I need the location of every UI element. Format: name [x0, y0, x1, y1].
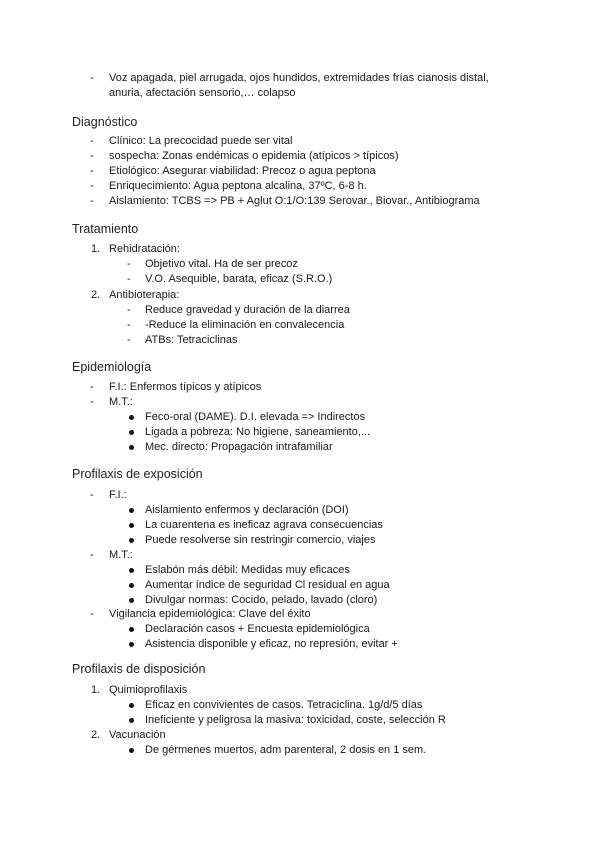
- list-marker: -: [90, 381, 94, 393]
- bullet-icon: [129, 538, 134, 543]
- bullet-icon: [129, 583, 134, 588]
- sub-item: Objetivo vital. Ha de ser precoz: [145, 258, 298, 270]
- list-number: 2.: [91, 289, 101, 301]
- bullet-icon: [129, 523, 134, 528]
- sub-item: Aumentar índice de seguridad Cl residual en agua: [145, 579, 390, 591]
- list-item: Enriquecimiento: Agua peptona alcalina, 37ºC, 6-8 h.: [109, 180, 367, 192]
- list-marker: -: [127, 273, 131, 285]
- list-marker: -: [90, 135, 94, 147]
- sub-item: Ineficiente y peligrosa la masiva: toxicidad, coste, selección R: [145, 714, 446, 726]
- list-marker: -: [127, 334, 131, 346]
- bullet-icon: [129, 598, 134, 603]
- list-item: F.I.: Enfermos típicos y atípicos: [109, 381, 262, 393]
- bullet-icon: [129, 718, 134, 723]
- sub-item: Ligada a pobreza: No higiene, saneamiento,...: [145, 426, 371, 438]
- list-item: Quimioprofilaxis: [109, 684, 188, 696]
- list-item: Etiológico: Asegurar viabilidad: Precoz o agua peptona: [109, 165, 376, 177]
- bullet-icon: [129, 445, 134, 450]
- sub-item: V.O. Asequible, barata, eficaz (S.R.O.): [145, 273, 333, 285]
- sub-item: Feco-oral (DAME). D.I. elevada => Indirectos: [145, 411, 366, 423]
- list-marker: -: [90, 150, 94, 162]
- list-item: F.I.:: [109, 489, 127, 501]
- list-marker: -: [90, 72, 94, 84]
- list-item: M.T.:: [109, 549, 133, 561]
- sub-item: De gérmenes muertos, adm parenteral, 2 dosis en 1 sem.: [145, 744, 427, 756]
- sub-item: Aislamiento enfermos y declaración (DOI): [145, 504, 349, 516]
- list-number: 2.: [91, 729, 101, 741]
- bullet-icon: [129, 508, 134, 513]
- list-item: Clínico: La precocidad puede ser vital: [109, 135, 293, 147]
- list-item: Antibioterapia:: [109, 289, 180, 301]
- section-title-epidemiologia: Epidemiología: [72, 360, 152, 374]
- list-item: Aislamiento: TCBS => PB + Aglut O:1/O:139 Serovar., Biovar., Antibiograma: [109, 195, 480, 207]
- list-marker: -: [127, 258, 131, 270]
- sub-item: Asistencia disponible y eficaz, no represión, evitar +: [145, 638, 398, 650]
- list-number: 1.: [91, 243, 101, 255]
- section-title-profilaxis-exposicion: Profilaxis de exposición: [72, 467, 203, 481]
- sub-item: Mec. directo: Propagación intrafamiliar: [145, 441, 333, 453]
- sub-item: ATBs: Tetraciclinas: [145, 334, 238, 346]
- bullet-icon: [129, 627, 134, 632]
- bullet-icon: [129, 430, 134, 435]
- list-item: M.T.:: [109, 396, 133, 408]
- bullet-icon: [129, 703, 134, 708]
- list-marker: -: [90, 396, 94, 408]
- sub-item: Eslabón más débil: Medidas muy eficaces: [145, 564, 350, 576]
- bullet-icon: [129, 642, 134, 647]
- intro-line-2: anuria, afectación sensorio,… colapso: [109, 87, 296, 99]
- list-item: sospecha: Zonas endémicas o epidemia (atípicos > típicos): [109, 150, 399, 162]
- section-title-diagnostico: Diagnóstico: [72, 115, 138, 129]
- bullet-icon: [129, 415, 134, 420]
- list-marker: -: [127, 319, 131, 331]
- list-marker: -: [90, 165, 94, 177]
- list-marker: -: [90, 489, 94, 501]
- list-marker: -: [90, 180, 94, 192]
- section-title-tratamiento: Tratamiento: [72, 222, 139, 236]
- sub-item: Puede resolverse sin restringir comercio, viajes: [145, 534, 376, 546]
- list-marker: -: [127, 304, 131, 316]
- bullet-icon: [129, 568, 134, 573]
- list-marker: -: [90, 549, 94, 561]
- bullet-icon: [129, 748, 134, 753]
- sub-item: La cuarentena es ineficaz agrava consecuencias: [145, 519, 383, 531]
- list-marker: -: [90, 608, 94, 620]
- sub-item: Declaración casos + Encuesta epidemiológica: [145, 623, 370, 635]
- list-item: Vigilancia epidemiológica: Clave del éxito: [109, 608, 311, 620]
- list-item: Rehidratación:: [109, 243, 180, 255]
- sub-item: Reduce gravedad y duración de la diarrea: [145, 304, 350, 316]
- list-number: 1.: [91, 684, 101, 696]
- sub-item: Eficaz en convivientes de casos. Tetraciclina. 1g/d/5 días: [145, 699, 423, 711]
- list-marker: -: [90, 195, 94, 207]
- sub-item: Divulgar normas: Cocido, pelado, lavado (cloro): [145, 594, 378, 606]
- section-title-profilaxis-disposicion: Profilaxis de disposición: [72, 662, 206, 676]
- sub-item: -Reduce la eliminación en convalecencia: [145, 319, 345, 331]
- list-item: Vacunación: [109, 729, 166, 741]
- intro-line-1: Voz apagada, piel arrugada, ojos hundidos, extremidades frías cianosis distal,: [109, 72, 489, 84]
